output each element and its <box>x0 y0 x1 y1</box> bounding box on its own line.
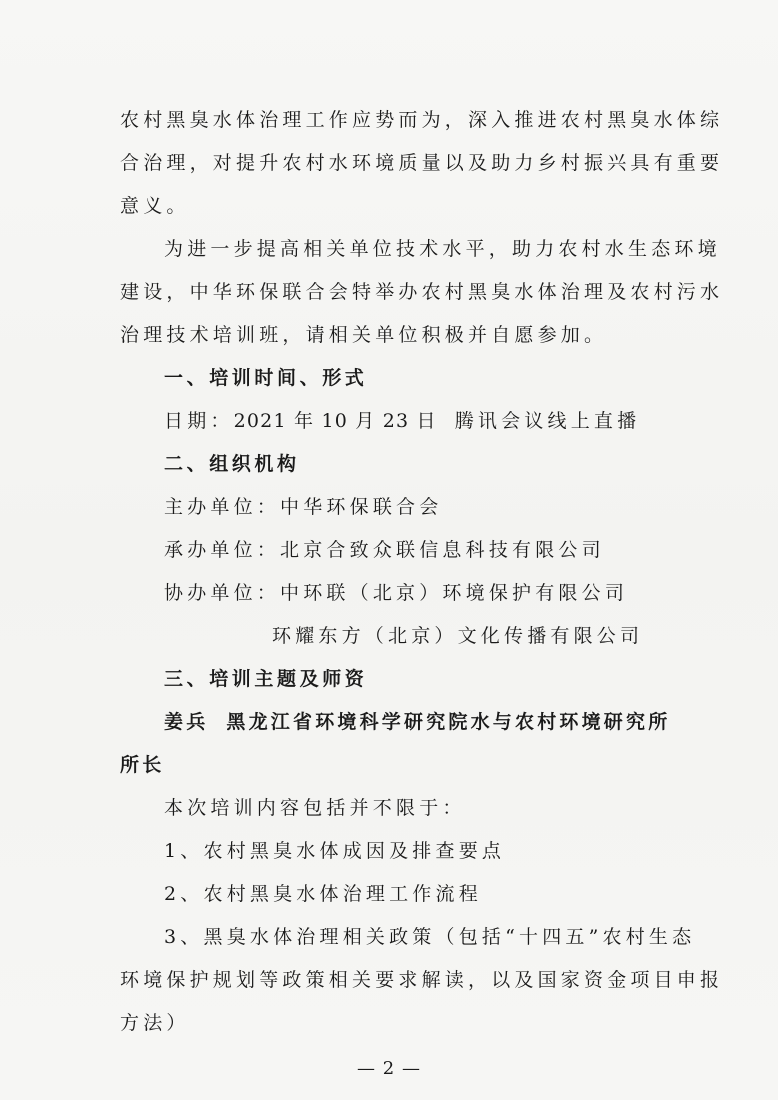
co-organizer-value-2: 环耀东方（北京）文化传播有限公司 <box>272 625 644 647</box>
content-item-1: 1、农村黑臭水体成因及排查要点 <box>164 840 506 862</box>
content-item-3-cont-2: 方法） <box>120 1012 190 1034</box>
host-value: 中华环保联合会 <box>280 496 443 518</box>
teacher-line <box>164 710 670 734</box>
paragraph-1-line-2: 合治理，对提升农村水环境质量以及助力乡村振兴具有重要 <box>120 152 724 174</box>
date-line <box>164 409 640 433</box>
section-1-heading: 一、培训时间、形式 <box>164 367 368 389</box>
format-value: 腾讯会议线上直播 <box>454 410 641 432</box>
paragraph-1-line-3: 意义。 <box>120 195 190 217</box>
content-item-2: 2、农村黑臭水体治理工作流程 <box>164 883 482 905</box>
paragraph-2-line-2: 建设，中华环保联合会特举办农村黑臭水体治理及农村污水 <box>120 281 724 303</box>
content-item-3: 3、黑臭水体治理相关政策（包括“十四五”农村生态 <box>164 926 696 948</box>
page-number: — 2 — <box>357 1058 421 1079</box>
paragraph-2-line-1: 为进一步提高相关单位技术水平，助力农村水生态环境 <box>164 238 721 260</box>
paragraph-1-line-1: 农村黑臭水体治理工作应势而为，深入推进农村黑臭水体综 <box>120 109 724 131</box>
organizer-line <box>164 538 605 562</box>
co-organizer-value-1: 中环联（北京）环境保护有限公司 <box>280 582 629 604</box>
date-value: 2021 年 10 月 23 日 <box>233 410 437 432</box>
paragraph-2-line-3: 治理技术培训班，请相关单位积极并自愿参加。 <box>120 324 608 346</box>
section-3-heading: 三、培训主题及师资 <box>164 668 368 690</box>
co-organizer-label: 协办单位： <box>164 582 281 604</box>
date-label: 日期： <box>164 410 234 432</box>
teacher-title-line-2: 所长 <box>120 754 165 776</box>
organizer-label: 承办单位： <box>164 539 281 561</box>
teacher-name: 姜兵 <box>164 711 209 733</box>
content-item-3-cont-1: 环境保护规划等政策相关要求解读，以及国家资金项目申报 <box>120 969 724 991</box>
host-label: 主办单位： <box>164 496 281 518</box>
teacher-title: 黑龙江省环境科学研究院水与农村环境研究所 <box>226 711 671 733</box>
organizer-value: 北京合致众联信息科技有限公司 <box>280 539 605 561</box>
host-line <box>164 495 442 519</box>
co-organizer-line <box>164 581 628 605</box>
content-intro: 本次培训内容包括并不限于： <box>164 797 466 819</box>
section-2-heading: 二、组织机构 <box>164 453 300 475</box>
